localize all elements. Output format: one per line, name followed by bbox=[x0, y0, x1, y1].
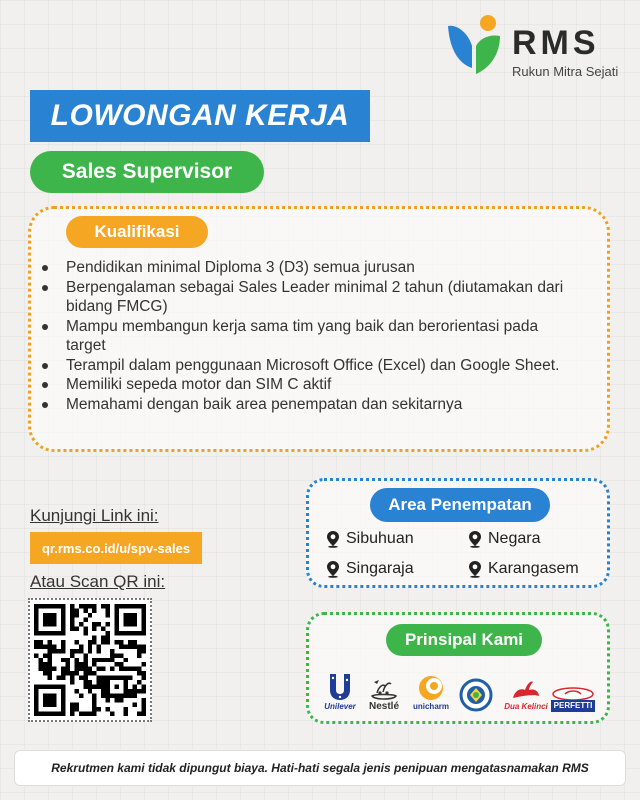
map-pin-icon bbox=[468, 560, 482, 578]
qr-code[interactable] bbox=[28, 598, 152, 722]
brand-tagline: Rukun Mitra Sejati bbox=[512, 64, 619, 79]
brand-label: Unilever bbox=[324, 702, 356, 711]
brand-label: Dua Kelinci bbox=[504, 702, 548, 711]
unilever-logo bbox=[320, 668, 360, 712]
brand-label: unicharm bbox=[412, 702, 449, 711]
unicharm-logo bbox=[408, 668, 454, 712]
brand-label: Nestlé bbox=[368, 701, 399, 712]
rms-logo-mark-icon bbox=[446, 12, 504, 82]
list-item: Terampil dalam penggunaan Microsoft Office (Excel) dan Google Sheet. bbox=[40, 356, 580, 376]
nestle-nest-icon bbox=[369, 676, 399, 702]
map-pin-icon bbox=[468, 530, 482, 548]
mayora-logo bbox=[456, 668, 496, 712]
mayora-logo-icon bbox=[459, 678, 493, 712]
dua-kelinci-logo bbox=[500, 668, 552, 712]
qualification-list bbox=[40, 258, 580, 414]
perfetti-logo-icon bbox=[551, 684, 595, 700]
unilever-logo-icon bbox=[326, 672, 354, 702]
location-item bbox=[326, 560, 414, 578]
principal-title: Prinsipal Kami bbox=[386, 624, 542, 656]
position-badge: Sales Supervisor bbox=[30, 151, 264, 193]
rms-logo bbox=[446, 12, 626, 82]
list-item: Berpengalaman sebagai Sales Leader minimal 2 tahun (diutamakan dari bidang FMCG) bbox=[40, 278, 580, 317]
list-item: Memahami dengan baik area penempatan dan sekitarnya bbox=[40, 395, 580, 415]
area-title: Area Penempatan bbox=[370, 488, 550, 522]
brand-label: PERFETTI bbox=[551, 700, 596, 712]
perfetti-logo bbox=[548, 668, 598, 712]
page-title: LOWONGAN KERJA bbox=[30, 90, 370, 142]
link-label: Kunjungi Link ini: bbox=[30, 506, 159, 525]
nestle-logo bbox=[362, 668, 406, 712]
location-label: Sibuhuan bbox=[346, 530, 414, 547]
map-pin-icon bbox=[326, 530, 340, 548]
apply-link[interactable]: qr.rms.co.id/u/spv-sales bbox=[30, 532, 202, 564]
location-label: Singaraja bbox=[346, 560, 414, 577]
scan-label: Atau Scan QR ini: bbox=[30, 572, 166, 591]
qr-code-icon bbox=[34, 604, 146, 716]
brand-name: RMS bbox=[512, 24, 600, 62]
list-item: Mampu membangun kerja sama tim yang baik dan berorientasi pada target bbox=[40, 317, 580, 356]
disclaimer-footer: Rekrutmen kami tidak dipungut biaya. Hati-hati segala jenis penipuan mengatasnamakan RMS bbox=[14, 750, 626, 786]
location-label: Karangasem bbox=[488, 560, 579, 577]
location-label: Negara bbox=[488, 530, 541, 547]
location-item bbox=[468, 530, 540, 548]
dua-kelinci-rabbit-icon bbox=[509, 678, 543, 702]
map-pin-icon bbox=[326, 560, 340, 578]
list-item: Memiliki sepeda motor dan SIM C aktif bbox=[40, 375, 580, 395]
location-item bbox=[326, 530, 414, 548]
location-item bbox=[468, 560, 579, 578]
qualification-title: Kualifikasi bbox=[66, 216, 208, 248]
unicharm-logo-icon bbox=[417, 674, 445, 702]
list-item: Pendidikan minimal Diploma 3 (D3) semua jurusan bbox=[40, 258, 580, 278]
